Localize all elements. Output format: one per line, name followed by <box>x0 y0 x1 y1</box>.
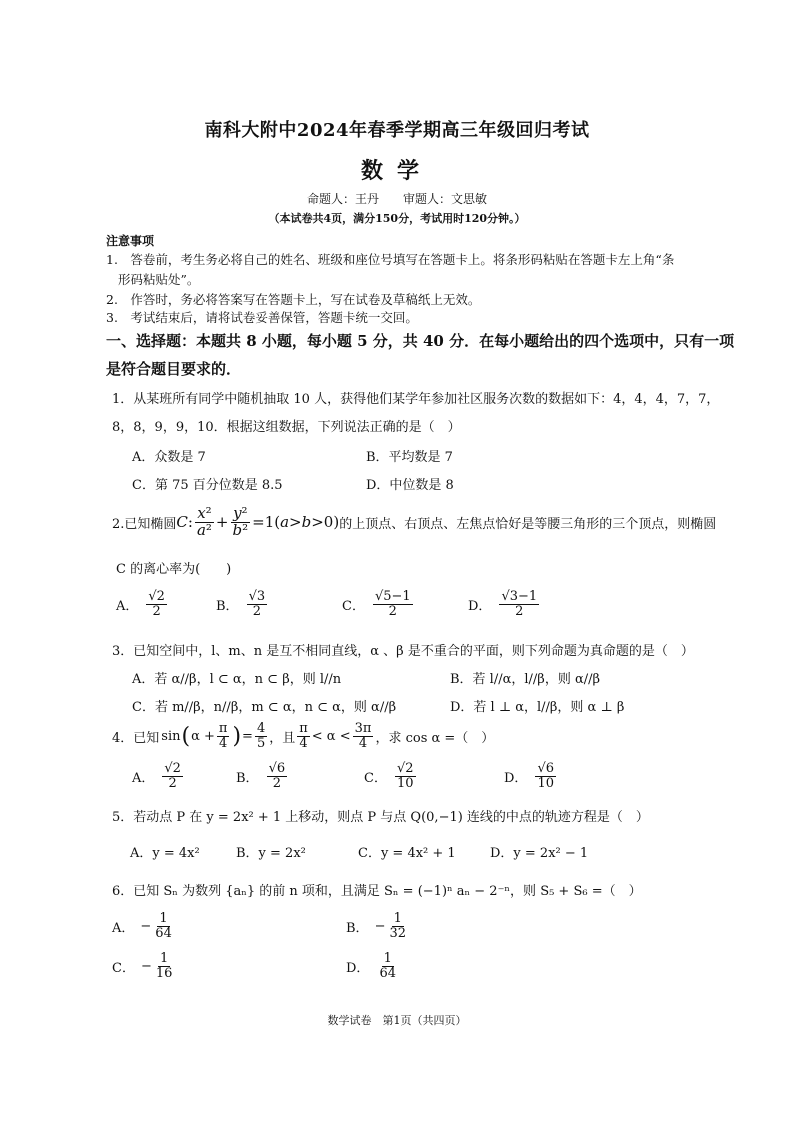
q1-option-d: D．中位数是 8 <box>366 478 454 493</box>
q2-suffix: 的上顶点、右顶点、左焦点恰好是等腰三角形的三个顶点，则椭圆 <box>339 516 717 532</box>
q3-stem: 3．已知空间中，l、m、n 是互不相同直线，α 、β 是不重合的平面，则下列命题为真命题的是（ ） <box>112 644 694 659</box>
section-heading-line-2: 是符合题目要求的． <box>106 360 242 378</box>
q2-stem-line-2: C 的离心率为( ) <box>116 562 232 577</box>
q1-option-c: C．第 75 百分位数是 8.5 <box>132 478 283 493</box>
q6-option-d: D． $\frac{1}{64}$ <box>346 951 396 981</box>
q2-ellipse-equation: C : $\frac{\text{x²}}{\text{a²}}$ + $\frac{\text{y²}}{\text{b²}}$ =1( a > b >0) <box>176 504 340 539</box>
q6-option-b: B． − $\frac{1}{32}$ <box>346 911 407 941</box>
note-item-3: 3. 考试结束后，请将试卷妥善保管，答题卡统一交回。 <box>106 310 418 325</box>
q1-option-b: B．平均数是 7 <box>366 450 453 465</box>
q1-stem-line-1: 1．从某班所有同学中随机抽取 10 人，获得他们某学年参加社区服务次数的数据如下：4，4，4，7，7， <box>112 392 720 407</box>
q3-option-d: D．若 l ⊥ α，l//β，则 α ⊥ β <box>450 700 625 715</box>
section-heading-line-1: 一、选择题：本题共 8 小题，每小题 5 分，共 40 分．在每小题给出的四个选项中，只有一项 <box>106 332 735 350</box>
q3-option-a: A．若 α//β，l ⊂ α，n ⊂ β，则 l//n <box>132 672 342 687</box>
q4-option-a: A． $\frac{√2}{2}$ <box>132 761 181 791</box>
q5-option-d: D．y = 2x² − 1 <box>490 846 589 861</box>
subject-title: 数学 <box>360 158 433 184</box>
q2-prefix: 2.已知椭圆 <box>112 516 177 532</box>
q2-option-b: B． $\frac{√3}{2}$ <box>216 589 266 619</box>
q6-stem: 6．已知 Sₙ 为数列 {aₙ} 的前 n 项和，且满足 Sₙ = (−1)ⁿ aₙ − 2⁻ⁿ，则 S₅ + S₆ =（ ） <box>112 884 642 899</box>
q4-option-d: D． $\frac{√6}{10}$ <box>504 761 554 791</box>
q4-option-c: C． $\frac{√2}{10}$ <box>364 761 414 791</box>
q4-option-b: B． $\frac{√6}{2}$ <box>236 761 286 791</box>
q5-option-b: B．y = 2x² <box>236 846 306 861</box>
authors-line: 命题人：王丹 审题人：文思敏 <box>306 192 487 206</box>
q5-stem: 5．若动点 P 在 y = 2x² + 1 上移动，则点 P 与点 Q(0,−1) 连线的中点的轨迹方程是（ ） <box>112 810 649 825</box>
q5-option-c: C．y = 4x² + 1 <box>358 846 456 861</box>
exam-info: （本试卷共4页，满分150分，考试用时120分钟。） <box>268 212 526 225</box>
q6-option-c: C． − $\frac{1}{16}$ <box>112 951 173 981</box>
q2-option-d: D． $\frac{√3-1}{2}$ <box>468 589 538 619</box>
page-footer: 数学试卷 第1页（共四页） <box>327 1014 467 1027</box>
note-item-2: 2. 作答时，务必将答案写在答题卡上，写在试卷及草稿纸上无效。 <box>106 292 481 307</box>
q2-option-a: A． $\frac{√2}{2}$ <box>116 589 165 619</box>
q1-option-a: A．众数是 7 <box>132 450 206 465</box>
q2-option-c: C． $\frac{√5-1}{2}$ <box>342 589 411 619</box>
note-item-1: 1. 答卷前，考生务必将自己的姓名、班级和座位号填写在答题卡上。将条形码粘贴在答题卡左上角“条 <box>106 252 675 267</box>
q3-option-c: C．若 m//β，n//β，m ⊂ α，n ⊂ α，则 α//β <box>132 700 397 715</box>
q3-option-b: B．若 l//α，l//β，则 α//β <box>450 672 601 687</box>
q1-stem-line-2: 8，8，9，9，10．根据这组数据，下列说法正确的是（ ） <box>112 420 461 435</box>
notes-heading: 注意事项 <box>106 234 155 248</box>
q4-stem: 4．已知 sin ( α + $\frac{\pi}{4}$ ) = $\frac{4}{5}$ ，且 $\frac{\pi}{4}$ < α < $\frac{3\pi}{4}$ ，求 cos α =（ ） <box>112 721 495 751</box>
q5-option-a: A．y = 4x² <box>130 846 200 861</box>
exam-title: 南科大附中2024年春季学期高三年级回归考试 <box>204 120 590 141</box>
note-item-1-cont: 形码粘贴处”。 <box>118 272 200 287</box>
q2-stem-line-1 <box>112 506 716 539</box>
q6-option-a: A． − $\frac{1}{64}$ <box>112 911 172 941</box>
